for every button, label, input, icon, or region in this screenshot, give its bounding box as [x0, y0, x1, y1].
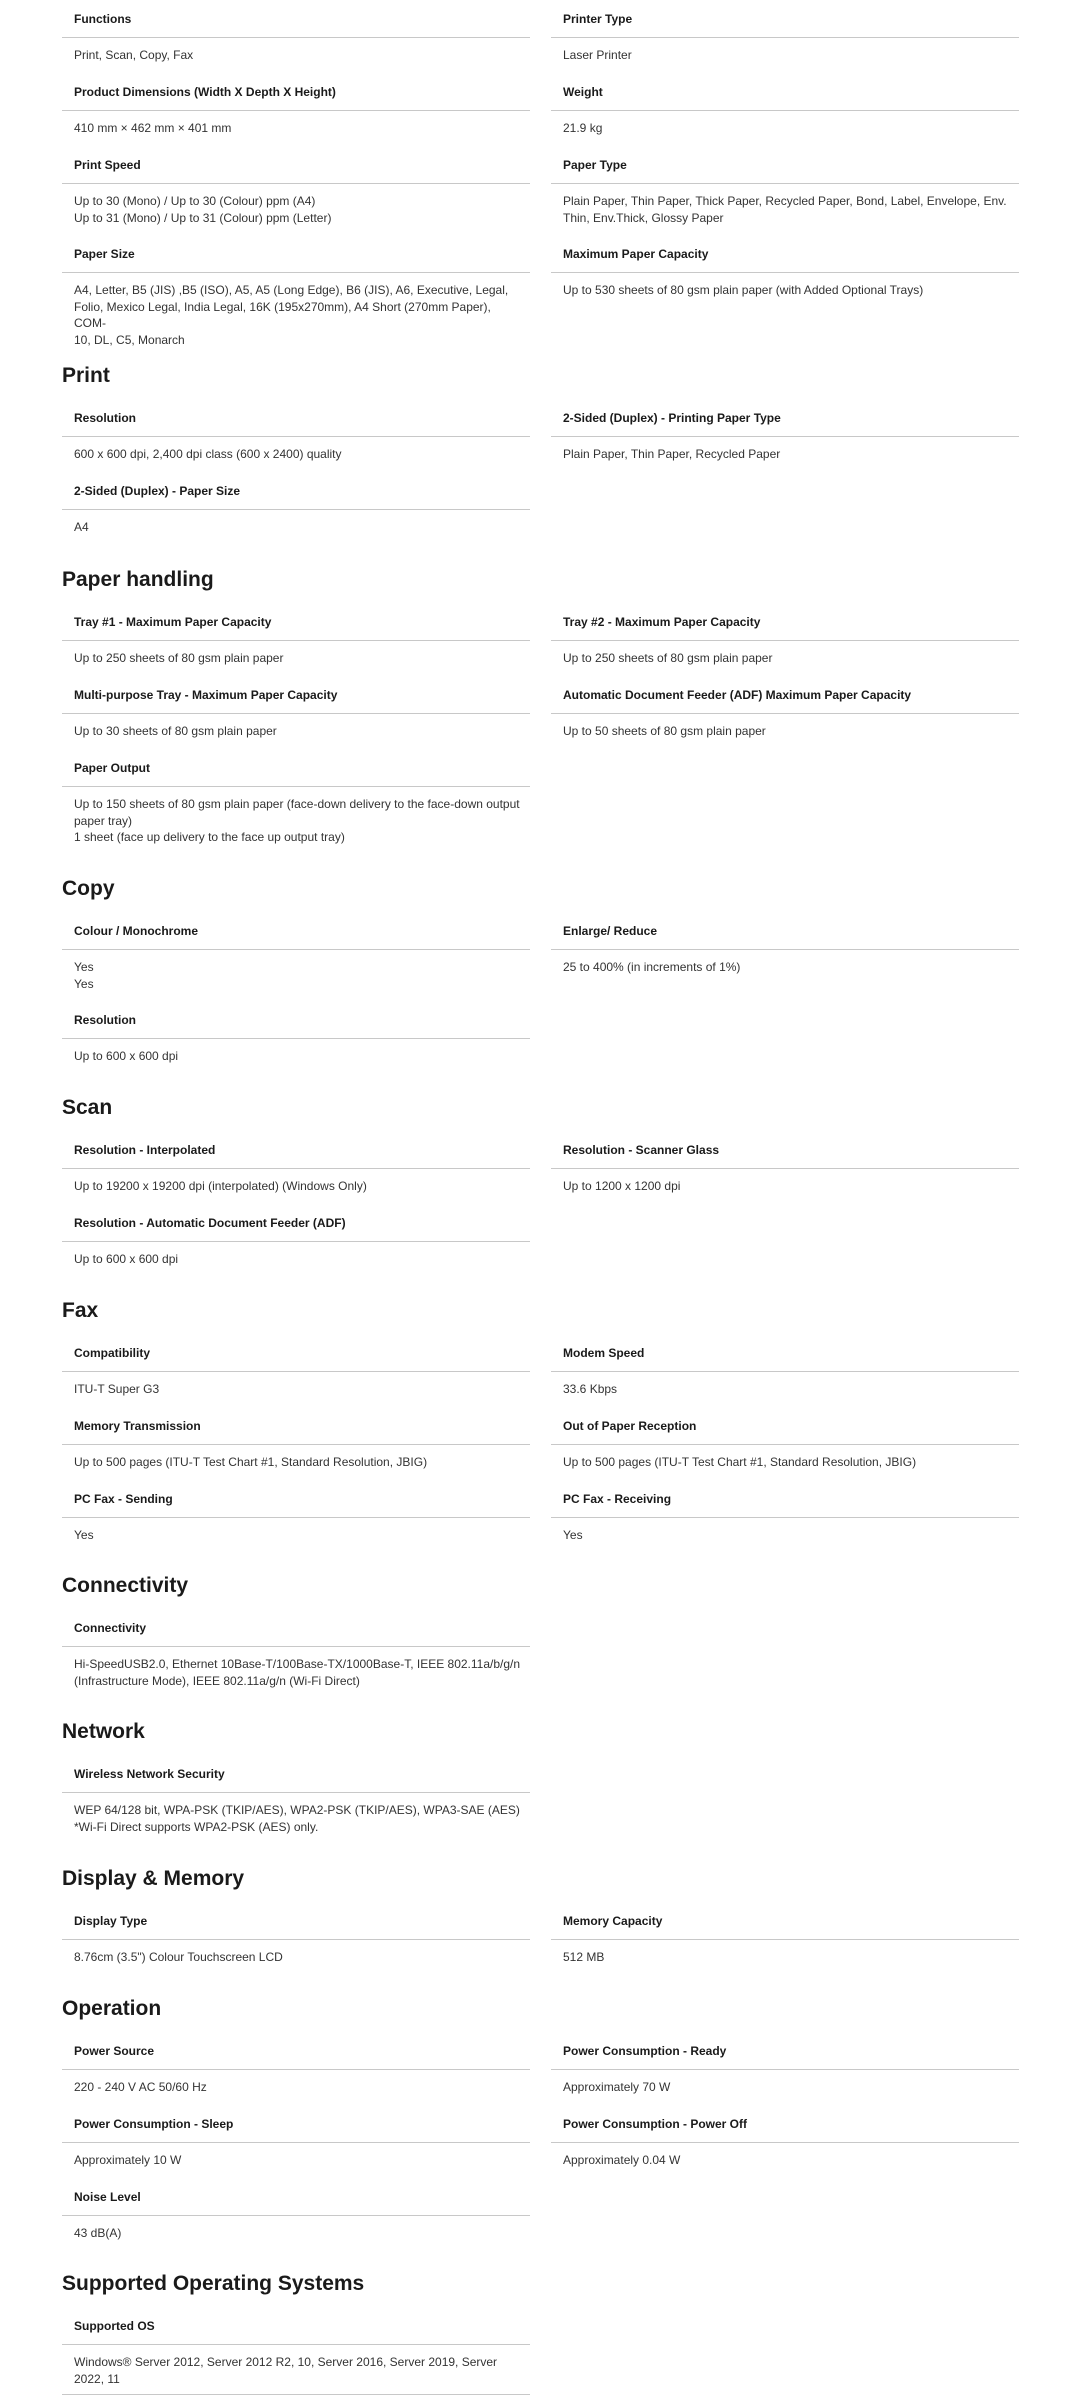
spec-value: ITU-T Super G3	[74, 1382, 160, 1396]
divider	[551, 1517, 1019, 1518]
spec-label: Display Type	[74, 1914, 148, 1928]
divider	[551, 2069, 1019, 2070]
divider	[551, 110, 1019, 111]
divider	[551, 1168, 1019, 1169]
spec-label: Power Consumption - Power Off	[563, 2117, 748, 2131]
spec-value: Yes	[563, 1528, 583, 1542]
spec-value: Approximately 70 W	[563, 2080, 671, 2094]
divider	[551, 37, 1019, 38]
section-heading: Connectivity	[62, 1574, 189, 1597]
spec-value: Up to 500 pages (ITU-T Test Chart #1, Standard Resolution, JBIG)	[563, 1455, 917, 1469]
section-heading: Network	[62, 1720, 145, 1743]
divider	[62, 272, 530, 273]
divider	[62, 1371, 530, 1372]
spec-label: Maximum Paper Capacity	[563, 247, 709, 261]
spec-label: PC Fax - Receiving	[563, 1492, 672, 1506]
spec-value: Up to 600 x 600 dpi	[74, 1049, 179, 1063]
spec-value: Up to 250 sheets of 80 gsm plain paper	[563, 651, 773, 665]
divider	[62, 509, 530, 510]
divider	[62, 713, 530, 714]
spec-label: Resolution - Interpolated	[74, 1143, 216, 1157]
spec-label: Supported OS	[74, 2319, 155, 2333]
section-heading: Print	[62, 364, 110, 387]
spec-value: Up to 500 pages (ITU-T Test Chart #1, Standard Resolution, JBIG)	[74, 1455, 428, 1469]
spec-value: 512 MB	[563, 1950, 605, 1964]
spec-value: Yes	[74, 1528, 94, 1542]
divider	[62, 183, 530, 184]
divider	[62, 1646, 530, 1647]
divider	[62, 2069, 530, 2070]
divider	[62, 2142, 530, 2143]
spec-value: Up to 30 (Mono) / Up to 30 (Colour) ppm (A4) Up to 31 (Mono) / Up to 31 (Colour) ppm (Letter)	[74, 194, 332, 225]
spec-value: Up to 30 sheets of 80 gsm plain paper	[74, 724, 277, 738]
spec-label: Out of Paper Reception	[563, 1419, 697, 1433]
spec-label: Connectivity	[74, 1621, 147, 1635]
spec-label: Printer Type	[563, 12, 633, 26]
spec-value: 21.9 kg	[563, 121, 603, 135]
spec-label: Product Dimensions (Width X Depth X Height)	[74, 85, 336, 99]
section-heading: Copy	[62, 877, 115, 900]
spec-value: Up to 19200 x 19200 dpi (interpolated) (Windows Only)	[74, 1179, 367, 1193]
spec-label: Memory Capacity	[563, 1914, 663, 1928]
spec-value: Approximately 10 W	[74, 2153, 182, 2167]
divider	[62, 1792, 530, 1793]
spec-label: Power Consumption - Sleep	[74, 2117, 234, 2131]
divider	[551, 436, 1019, 437]
divider	[62, 949, 530, 950]
spec-value: 25 to 400% (in increments of 1%)	[563, 960, 741, 974]
divider	[551, 272, 1019, 273]
section-heading: Display & Memory	[62, 1867, 245, 1890]
spec-label: Noise Level	[74, 2190, 141, 2204]
section-heading: Scan	[62, 1096, 113, 1119]
spec-value: Plain Paper, Thin Paper, Thick Paper, Recycled Paper, Bond, Label, Envelope, Env. Thin, Env.Thick, Glossy Paper	[563, 194, 1007, 225]
spec-label: Enlarge/ Reduce	[563, 924, 658, 938]
spec-value: 600 x 600 dpi, 2,400 dpi class (600 x 2400) quality	[74, 447, 342, 461]
spec-label: Power Source	[74, 2044, 155, 2058]
divider	[551, 183, 1019, 184]
spec-label: Tray #2 - Maximum Paper Capacity	[563, 615, 761, 629]
spec-value: Approximately 0.04 W	[563, 2153, 681, 2167]
spec-label: Paper Size	[74, 247, 135, 261]
spec-value: 43 dB(A)	[74, 2226, 122, 2240]
spec-label: Multi-purpose Tray - Maximum Paper Capacity	[74, 688, 338, 702]
divider	[62, 786, 530, 787]
spec-label: Weight	[563, 85, 603, 99]
spec-label: Memory Transmission	[74, 1419, 201, 1433]
section-heading: Supported Operating Systems	[62, 2272, 365, 2295]
spec-label: Paper Output	[74, 761, 151, 775]
spec-value: Windows® Server 2012, Server 2012 R2, 10, Server 2016, Server 2019, Server 2022, 11	[74, 2355, 498, 2386]
spec-value: Hi-SpeedUSB2.0, Ethernet 10Base-T/100Base-TX/1000Base-T, IEEE 802.11a/b/g/n (Infrastructure Mode), IEEE 802.11a/g/n (Wi-Fi Direct)	[74, 1657, 521, 1688]
spec-value: Up to 250 sheets of 80 gsm plain paper	[74, 651, 284, 665]
section-heading: Fax	[62, 1299, 99, 1322]
divider	[62, 2344, 530, 2345]
divider	[551, 1444, 1019, 1445]
divider	[551, 713, 1019, 714]
divider	[62, 110, 530, 111]
section-heading: Paper handling	[62, 568, 214, 591]
spec-label: Colour / Monochrome	[74, 924, 198, 938]
divider	[62, 37, 530, 38]
spec-value: 220 - 240 V AC 50/60 Hz	[74, 2080, 207, 2094]
spec-value: Laser Printer	[563, 48, 632, 62]
spec-value: Up to 530 sheets of 80 gsm plain paper (with Added Optional Trays)	[563, 283, 924, 297]
spec-label: 2-Sided (Duplex) - Paper Size	[74, 484, 241, 498]
divider	[62, 1444, 530, 1445]
spec-label: Paper Type	[563, 158, 627, 172]
spec-label: Modem Speed	[563, 1346, 645, 1360]
divider	[62, 1241, 530, 1242]
divider	[551, 2142, 1019, 2143]
section-heading: Operation	[62, 1997, 162, 2020]
divider	[62, 2215, 530, 2216]
spec-label: Resolution	[74, 1013, 136, 1027]
divider	[551, 640, 1019, 641]
spec-value: A4	[74, 520, 89, 534]
spec-label: Resolution - Scanner Glass	[563, 1143, 720, 1157]
spec-label: Print Speed	[74, 158, 141, 172]
spec-label: Wireless Network Security	[74, 1767, 225, 1781]
spec-value: Yes Yes	[74, 960, 94, 991]
divider	[62, 640, 530, 641]
divider	[62, 1168, 530, 1169]
spec-label: Tray #1 - Maximum Paper Capacity	[74, 615, 272, 629]
divider	[551, 1371, 1019, 1372]
spec-value: Up to 600 x 600 dpi	[74, 1252, 179, 1266]
divider	[551, 949, 1019, 950]
spec-value: 410 mm × 462 mm × 401 mm	[74, 121, 232, 135]
spec-value: WEP 64/128 bit, WPA-PSK (TKIP/AES), WPA2-PSK (TKIP/AES), WPA3-SAE (AES) *Wi-Fi Direct supports WPA2-PSK (AES) only.	[74, 1803, 520, 1834]
spec-value: Up to 150 sheets of 80 gsm plain paper (face-down delivery to the face-down output paper tray) 1 sheet (face up delivery to the face up output tray)	[74, 797, 520, 844]
spec-label: 2-Sided (Duplex) - Printing Paper Type	[563, 411, 781, 425]
spec-value: A4, Letter, B5 (JIS) ,B5 (ISO), A5, A5 (Long Edge), B6 (JIS), A6, Executive, Legal, Folio, Mexico Legal, India Legal, 16K (195x270mm), A4 Short (270mm Paper), COM- 10, DL, C5, Monarch	[74, 283, 509, 347]
spec-label: Resolution - Automatic Document Feeder (ADF)	[74, 1216, 346, 1230]
spec-value: Plain Paper, Thin Paper, Recycled Paper	[563, 447, 781, 461]
spec-label: Compatibility	[74, 1346, 151, 1360]
spec-label: Automatic Document Feeder (ADF) Maximum Paper Capacity	[563, 688, 912, 702]
divider	[62, 436, 530, 437]
spec-value: Print, Scan, Copy, Fax	[74, 48, 194, 62]
spec-label: PC Fax - Sending	[74, 1492, 173, 1506]
spec-label: Functions	[74, 12, 132, 26]
divider	[551, 1939, 1019, 1940]
spec-value: Up to 1200 x 1200 dpi	[563, 1179, 681, 1193]
spec-label: Resolution	[74, 411, 136, 425]
divider	[62, 1939, 530, 1940]
divider	[62, 1038, 530, 1039]
spec-label: Power Consumption - Ready	[563, 2044, 727, 2058]
spec-value: 33.6 Kbps	[563, 1382, 618, 1396]
spec-value: 8.76cm (3.5") Colour Touchscreen LCD	[74, 1950, 283, 1964]
divider	[62, 2394, 530, 2395]
spec-value: Up to 50 sheets of 80 gsm plain paper	[563, 724, 766, 738]
divider	[62, 1517, 530, 1518]
